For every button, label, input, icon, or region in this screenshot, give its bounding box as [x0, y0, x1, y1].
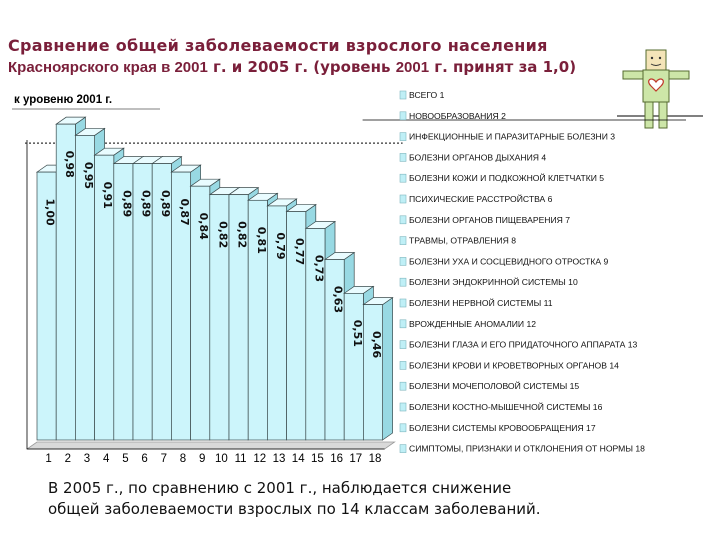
- legend-item: БОЛЕЗНИ ОРГАНОВ ПИЩЕВАРЕНИЯ 7: [409, 214, 571, 225]
- x-tick-label: 16: [330, 453, 343, 465]
- legend-swatch: [400, 112, 406, 120]
- legend-swatch: [400, 153, 406, 161]
- legend-item: БОЛЕЗНИ МОЧЕПОЛОВОЙ СИСТЕМЫ 15: [409, 381, 580, 392]
- bar-value-label: 0,98: [62, 150, 76, 178]
- x-tick-label: 3: [83, 453, 91, 465]
- legend-item: БОЛЕЗНИ ЭНДОКРИННОЙ СИСТЕМЫ 10: [409, 277, 578, 288]
- legend-swatch: [400, 320, 406, 328]
- title-part-a: Красноярского края в 2001: [8, 59, 208, 76]
- bar-value-label: 1,00: [43, 198, 57, 226]
- y-axis-caption: к уровеню 2001 г.: [14, 94, 113, 106]
- bar-value-label: 0,82: [216, 221, 230, 249]
- x-tick-label: 2: [64, 453, 72, 465]
- legend-swatch: [400, 195, 406, 203]
- x-tick-label: 8: [179, 453, 187, 465]
- summary-text: [48, 478, 541, 520]
- legend-swatch: [400, 174, 406, 182]
- x-tick-label: 10: [215, 453, 228, 465]
- bar-value-label: 0,63: [331, 285, 345, 314]
- legend-swatch: [400, 278, 406, 286]
- x-tick-label: 18: [368, 453, 382, 465]
- bar-value-label: 0,46: [370, 331, 383, 359]
- legend-item: НОВООБРАЗОВАНИЯ 2: [409, 110, 506, 121]
- summary-line-1: В 2005 г., по сравнению с 2001 г., наблюдается снижение: [48, 479, 512, 497]
- legend-swatch: [400, 424, 406, 432]
- chart-floor: [27, 442, 395, 449]
- summary-line-2: общей заболеваемости взрослых по 14 классам заболеваний.: [48, 500, 541, 518]
- legend-swatch: [400, 257, 406, 265]
- bar-value-label: 0,73: [312, 254, 326, 283]
- legend-swatch: [400, 299, 406, 307]
- bar-value-label: 0,89: [139, 190, 153, 218]
- bar-value-label: 0,91: [101, 181, 115, 209]
- legend-item: ВСЕГО 1: [409, 90, 445, 100]
- title-part-b: г. и 2005 г. (уровень: [207, 58, 396, 76]
- legend-item: БОЛЕЗНИ СИСТЕМЫ КРОВООБРАЩЕНИЯ 17: [409, 422, 596, 433]
- legend-item: ПСИХИЧЕСКИЕ РАССТРОЙСТВА 6: [409, 194, 553, 204]
- bar: [363, 298, 392, 440]
- bar-value-label: 0,77: [293, 238, 307, 266]
- bar-value-label: 0,82: [235, 221, 249, 249]
- x-tick-label: 13: [272, 453, 286, 465]
- legend-swatch: [400, 403, 406, 411]
- legend-item: БОЛЕЗНИ ОРГАНОВ ДЫХАНИЯ 4: [409, 152, 547, 163]
- legend-swatch: [400, 216, 406, 224]
- bar-value-label: 0,87: [178, 198, 191, 226]
- legend-item: БОЛЕЗНИ КОСТНО-МЫШЕЧНОЙ СИСТЕМЫ 16: [409, 402, 603, 412]
- bar-value-label: 0,84: [197, 212, 211, 240]
- x-tick-label: 9: [198, 453, 206, 465]
- title-part-d: г. принят за 1,0): [429, 58, 577, 76]
- legend-item: БОЛЕЗНИ НЕРВНОЙ СИСТЕМЫ 11: [409, 298, 553, 308]
- x-tick-label: 14: [291, 453, 305, 465]
- legend-swatch: [400, 341, 406, 349]
- legend-item: ВРОЖДЕННЫЕ АНОМАЛИИ 12: [409, 318, 537, 329]
- legend-swatch: [400, 445, 406, 453]
- legend-item: СИМПТОМЫ, ПРИЗНАКИ И ОТКЛОНЕНИЯ ОТ НОРМЫ 18: [409, 443, 645, 454]
- title-part-c: 2001: [395, 59, 430, 76]
- x-tick-label: 15: [311, 453, 324, 465]
- legend-item: БОЛЕЗНИ КОЖИ И ПОДКОЖНОЙ КЛЕТЧАТКИ 5: [409, 173, 605, 184]
- x-tick-label: 17: [349, 453, 363, 465]
- legend-item: ИНФЕКЦИОННЫЕ И ПАРАЗИТАРНЫЕ БОЛЕЗНИ 3: [409, 131, 616, 142]
- x-tick-label: 4: [102, 453, 110, 465]
- legend-swatch: [400, 237, 406, 245]
- legend-item: БОЛЕЗНИ ГЛАЗА И ЕГО ПРИДАТОЧНОГО АППАРАТА 13: [409, 339, 638, 350]
- x-tick-label: 12: [253, 453, 267, 465]
- legend-swatch: [400, 382, 406, 390]
- bar-value-label: 0,95: [82, 161, 95, 190]
- bar-value-label: 0,89: [120, 190, 134, 218]
- legend-swatch: [400, 91, 406, 99]
- legend-swatch: [400, 361, 406, 369]
- legend-item: БОЛЕЗНИ УХА И СОСЦЕВИДНОГО ОТРОСТКА 9: [409, 256, 609, 267]
- slide-title-line1: Сравнение общей заболеваемости взрослого населения: [8, 36, 548, 55]
- x-tick-label: 11: [234, 453, 247, 465]
- legend-item: БОЛЕЗНИ КРОВИ И КРОВЕТВОРНЫХ ОРГАНОВ 14: [409, 360, 619, 371]
- x-tick-label: 6: [141, 453, 148, 465]
- legend-swatch: [400, 133, 406, 141]
- x-tick-label: 5: [122, 453, 129, 465]
- bar-value-label: 0,51: [350, 319, 364, 347]
- bar-value-label: 0,79: [274, 232, 287, 260]
- bar-value-label: 0,81: [254, 226, 268, 254]
- x-tick-label: 7: [160, 453, 168, 465]
- legend-item: ТРАВМЫ, ОТРАВЛЕНИЯ 8: [409, 235, 516, 246]
- x-tick-label: 1: [45, 453, 52, 465]
- bar-value-label: 0,89: [158, 190, 172, 218]
